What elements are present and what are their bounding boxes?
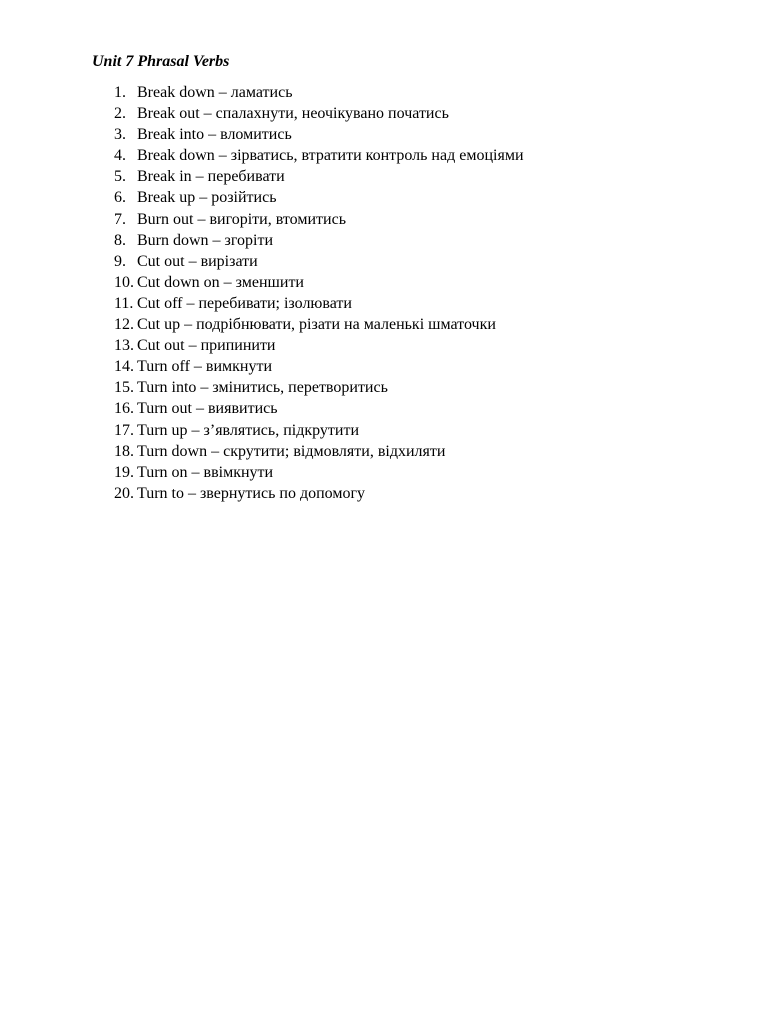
page-title: Unit 7 Phrasal Verbs [92,53,230,70]
item-number: 18. [114,442,134,460]
item-number: 5. [114,168,126,186]
item-number: 17. [114,421,134,439]
list-item [114,377,524,398]
item-text: Cut off – перебивати; ізолювати [137,294,352,312]
list-item [114,272,524,293]
item-number: 19. [114,463,134,481]
item-text: Turn up – з’являтись, підкрутити [137,421,360,439]
list-item [114,209,524,230]
list-item [114,230,524,251]
item-text: Break down – зірватись, втратити контроль над емоціями [137,147,524,165]
list-item [114,398,524,419]
item-number: 11. [114,294,134,312]
item-text: Cut down on – зменшити [137,273,304,291]
item-text: Turn down – скрутити; відмовляти, відхиляти [137,442,446,460]
item-text: Turn on – ввімкнути [137,463,274,481]
item-number: 7. [114,210,126,228]
item-number: 16. [114,400,134,418]
item-number: 14. [114,358,134,376]
item-text: Turn out – виявитись [137,400,278,418]
phrasal-verbs-list [114,82,524,504]
item-number: 13. [114,337,134,355]
item-text: Break in – перебивати [137,168,285,186]
item-text: Break down – ламатись [137,84,293,101]
item-number: 2. [114,105,126,123]
item-text: Burn out – вигоріти, втомитись [137,210,346,228]
item-text: Break out – спалахнути, неочікувано початись [137,105,449,123]
list-item [114,356,524,377]
list-item [114,314,524,335]
item-number: 10. [114,273,134,291]
list-item [114,166,524,187]
item-number: 1. [114,84,126,101]
list-item [114,293,524,314]
list-item [114,335,524,356]
list-item [114,462,524,483]
list-item [114,420,524,441]
item-text: Cut up – подрібнювати, різати на маленькі шматочки [137,316,496,334]
item-text: Turn to – звернутись по допомогу [137,484,366,502]
list-item [114,187,524,208]
item-number: 8. [114,231,126,249]
item-text: Cut out – припинити [137,337,276,355]
item-number: 3. [114,126,126,144]
item-number: 6. [114,189,126,207]
item-number: 4. [114,147,126,165]
item-number: 12. [114,316,134,334]
list-item [114,251,524,272]
list-item [114,145,524,166]
item-text: Burn down – згоріти [137,231,274,249]
list-item [114,441,524,462]
list-item [114,124,524,145]
item-text: Turn off – вимкнути [137,358,273,376]
list-item [114,483,524,504]
item-text: Turn into – змінитись, перетворитись [137,379,388,397]
item-text: Cut out – вирізати [137,252,258,270]
item-number: 20. [114,484,134,502]
list-item [114,103,524,124]
item-number: 15. [114,379,134,397]
item-text: Break into – вломитись [137,126,292,144]
item-text: Break up – розійтись [137,189,277,207]
item-number: 9. [114,252,126,270]
list-item [114,82,524,103]
